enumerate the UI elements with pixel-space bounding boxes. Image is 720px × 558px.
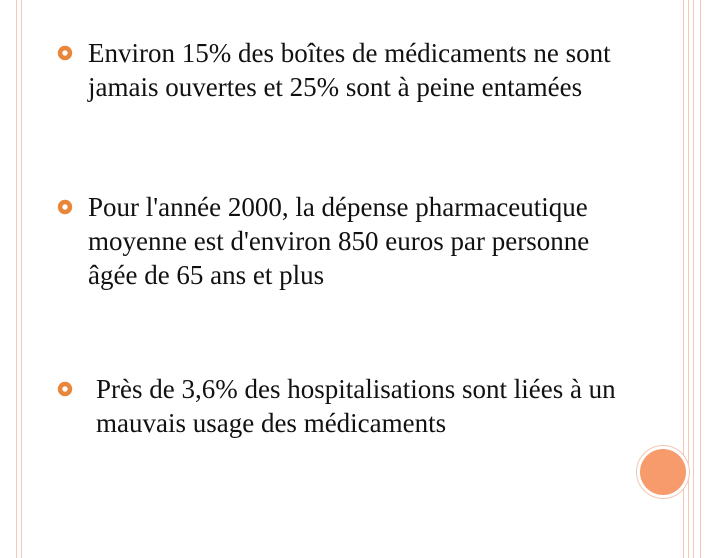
bullet-item — [56, 36, 636, 104]
gear-bullet-icon — [56, 380, 74, 398]
bullet-text: Environ 15% des boîtes de médicaments ne sont jamais ouvertes et 25% sont à peine entamées — [88, 38, 611, 102]
orange-circle-decoration — [640, 449, 686, 495]
bullet-text: Pour l'année 2000, la dépense pharmaceutique moyenne est d'environ 850 euros par personne âgée de 65 ans et plus — [88, 192, 590, 290]
gear-bullet-icon — [56, 198, 74, 216]
right-outer-border-decoration — [693, 0, 701, 558]
bullet-text: Près de 3,6% des hospitalisations sont liées à un mauvais usage des médicaments — [96, 374, 616, 438]
bullet-item — [56, 190, 636, 292]
left-border-decoration — [16, 0, 22, 558]
gear-bullet-icon — [56, 44, 74, 62]
bullet-item — [56, 372, 636, 440]
